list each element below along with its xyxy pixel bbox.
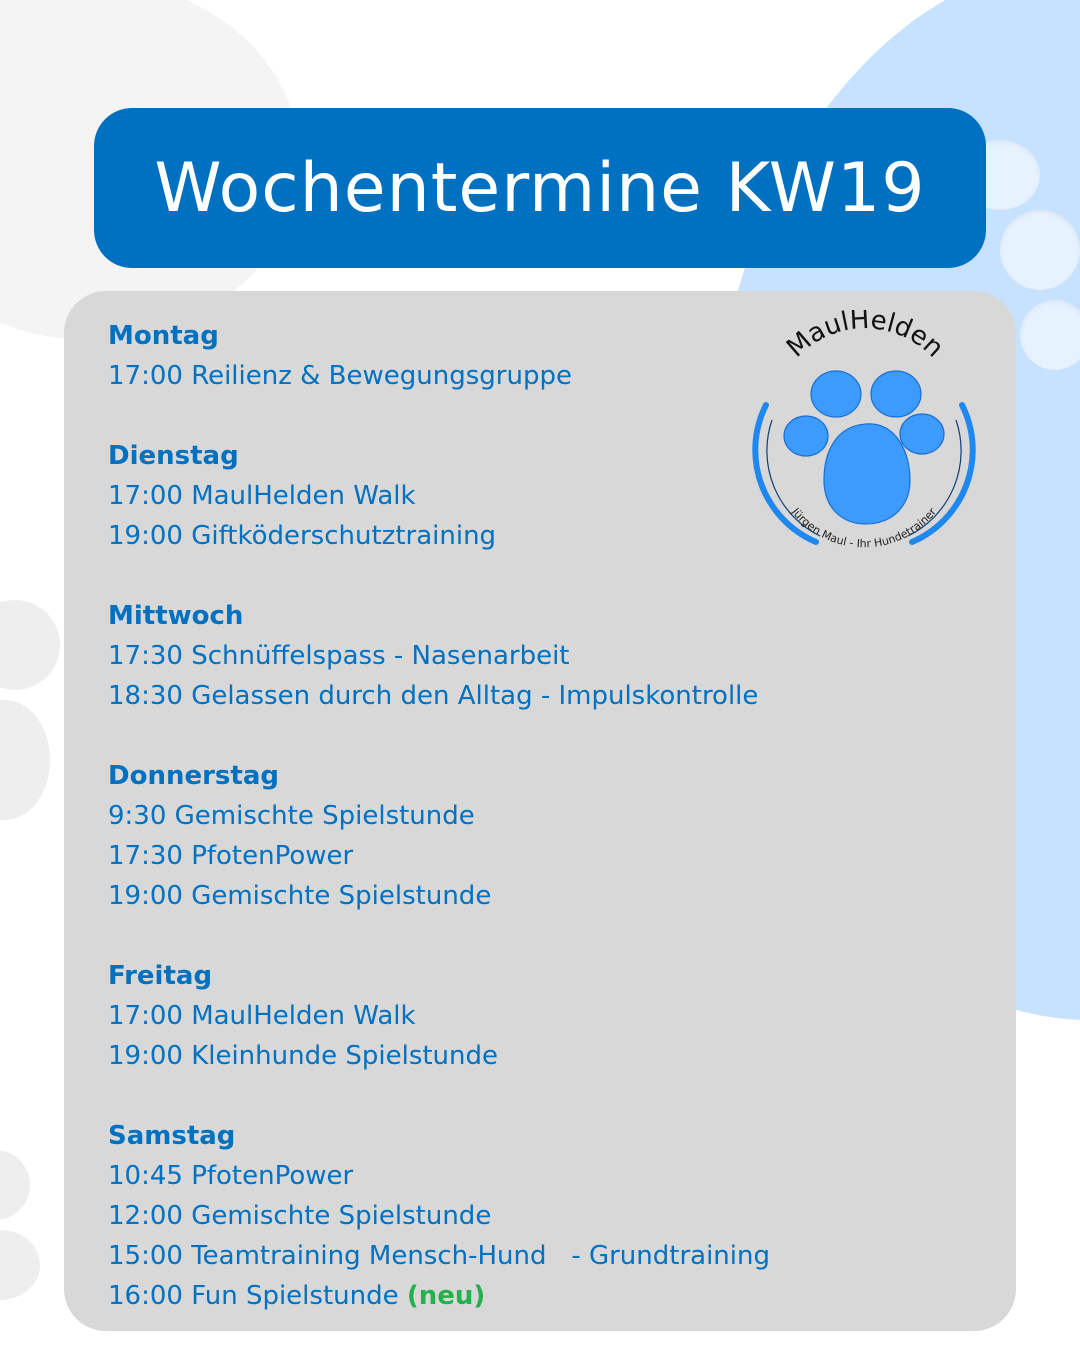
paw-icon: [750, 310, 980, 570]
schedule-entry: 19:00 Giftköderschutztraining: [108, 521, 497, 551]
schedule-entry: 17:00 MaulHelden Walk: [108, 1001, 416, 1031]
background-bubble: [1000, 210, 1080, 290]
day-heading: Mittwoch: [108, 601, 244, 631]
schedule-entry: 18:30 Gelassen durch den Alltag - Impulskontrolle: [108, 681, 759, 711]
schedule-entry: 12:00 Gemischte Spielstunde: [108, 1201, 492, 1231]
maulhelden-logo: [750, 310, 980, 570]
day-dienstag: [108, 436, 828, 556]
schedule-entry: 17:30 Schnüffelspass - Nasenarbeit: [108, 641, 570, 671]
day-heading: Dienstag: [108, 441, 239, 471]
day-heading: Donnerstag: [108, 761, 279, 791]
day-heading: Samstag: [108, 1121, 236, 1151]
day-montag: [108, 316, 828, 396]
entry-text: 16:00 Fun Spielstunde: [108, 1281, 407, 1311]
schedule-entry: 9:30 Gemischte Spielstunde: [108, 801, 475, 831]
schedule-entry: 17:00 MaulHelden Walk: [108, 481, 416, 511]
svg-text:MaulHelden: [781, 310, 949, 363]
schedule-entry: [108, 1276, 828, 1316]
new-badge: (neu): [406, 1281, 486, 1311]
schedule-entry: 15:00 Teamtraining Mensch-Hund - Grundtraining: [108, 1241, 770, 1271]
schedule-entry: 19:00 Kleinhunde Spielstunde: [108, 1041, 499, 1071]
day-freitag: [108, 956, 828, 1076]
background-bubble: [0, 1150, 30, 1220]
schedule-list: [108, 316, 828, 1356]
day-samstag: [108, 1116, 828, 1316]
background-bubble: [0, 600, 60, 690]
schedule-entry: 17:00 Reilienz & Bewegungsgruppe: [108, 361, 572, 391]
page-title: Wochentermine KW19: [154, 148, 926, 228]
schedule-entry: 10:45 PfotenPower: [108, 1161, 354, 1191]
schedule-entry: 19:00 Gemischte Spielstunde: [108, 881, 492, 911]
logo-brand-text: MaulHelden: [781, 310, 950, 364]
day-heading: Freitag: [108, 961, 213, 991]
logo-tagline-text: Jürgen Maul - Ihr Hundetrainer: [788, 505, 940, 551]
day-heading: Montag: [108, 321, 219, 351]
title-banner: [94, 108, 986, 268]
background-bubble: [0, 700, 50, 820]
day-donnerstag: [108, 756, 828, 916]
schedule-entry: 17:30 PfotenPower: [108, 841, 354, 871]
background-bubble: [0, 1230, 40, 1300]
day-mittwoch: [108, 596, 828, 716]
